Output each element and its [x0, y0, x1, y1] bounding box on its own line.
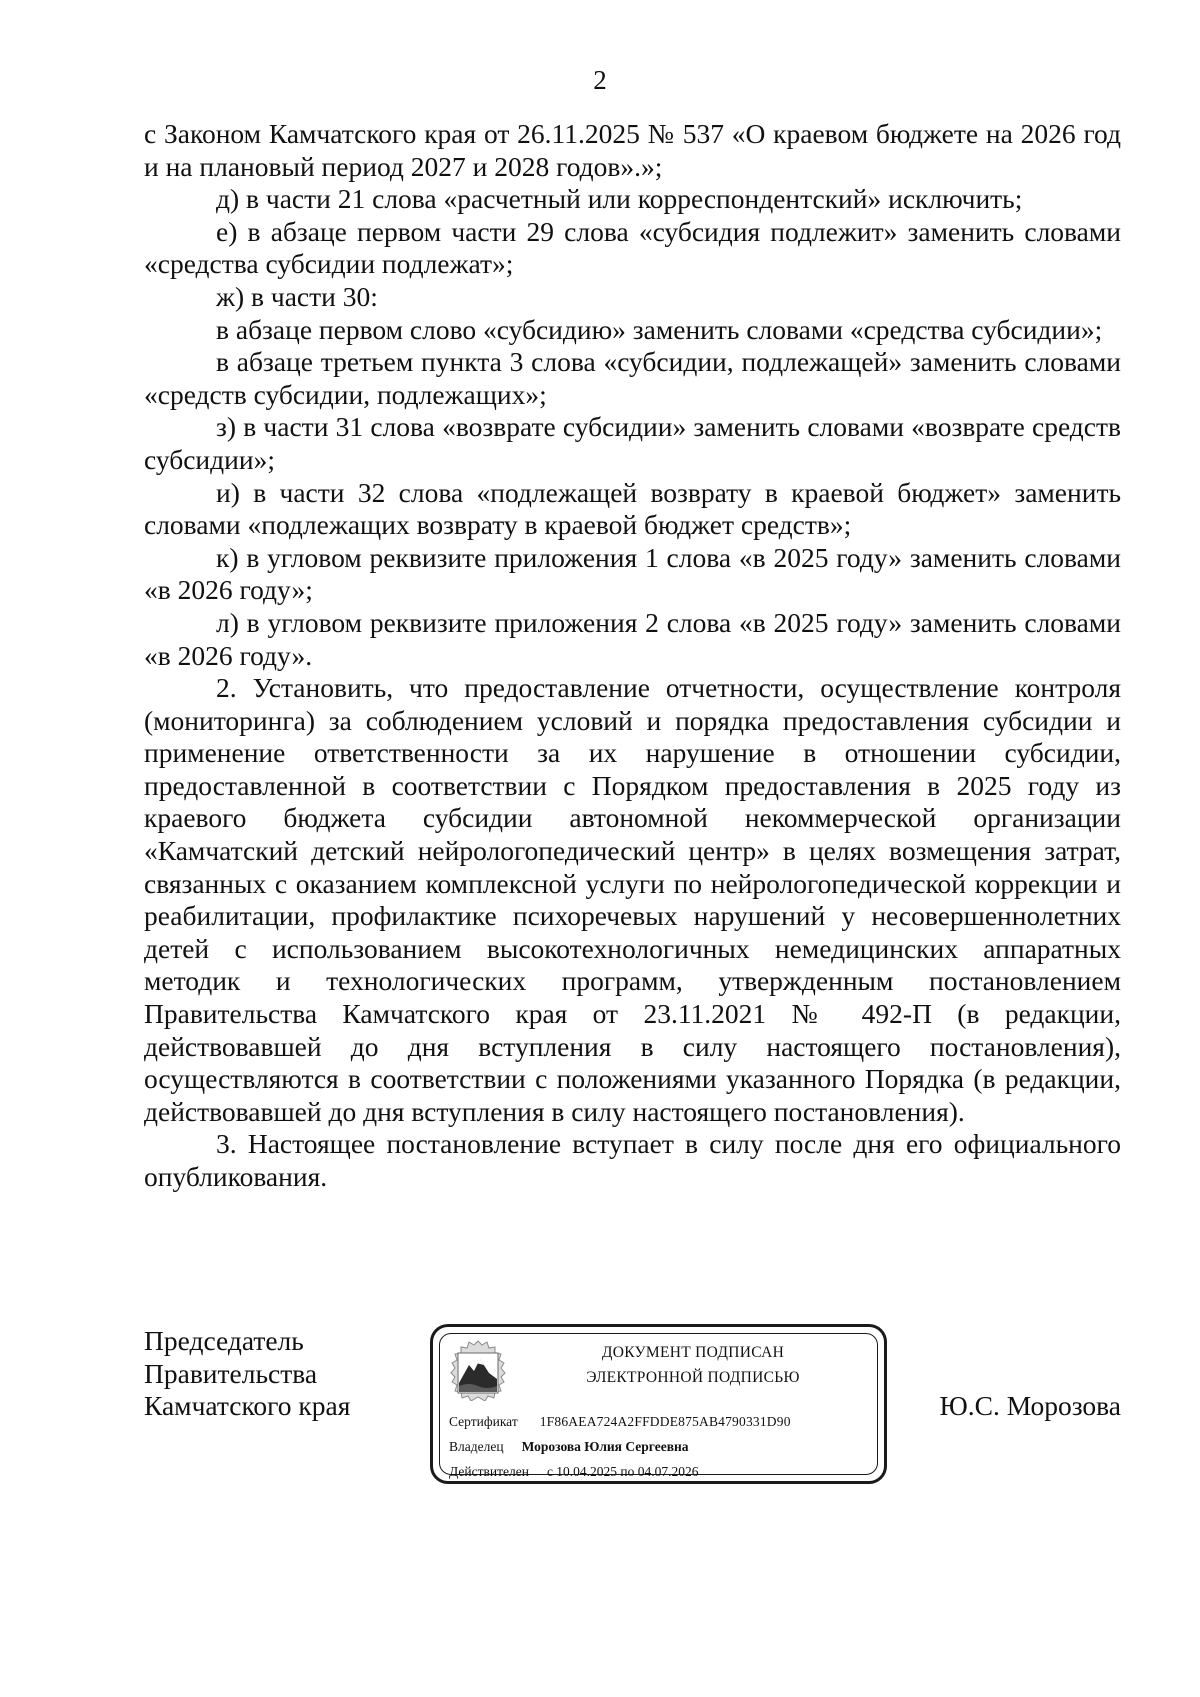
paragraph: л) в угловом реквизите приложения 2 слова «в 2025 году» заменить словами «в 2026 году». [144, 606, 1121, 671]
paragraph: 2. Установить, что предоставление отчетности, осуществление контроля (мониторинга) за соблюдением условий и порядка предоставления субсидии и применение ответственности за их нарушение в отношении субсидии, предоставленной в соответствии с Порядком предоставления в 2025 году из краевого бюджета субсидии автономной некоммерческой организации «Камчатский детский нейрологопедический центр» в целях возмещения затрат, связанных с оказанием комплексной услуги по нейрологопедической коррекции и реабилитации, профилактике психоречевых нарушений у несовершеннолетних детей с использованием высокотехнологичных немедицинских аппаратных методик и технологических программ, утвержденным постановлением Правительства Камчатского края от 23.11.2021 № 492-П (в редакции, действовавшей до дня вступления в силу настоящего постановления), осуществляются в соответствии с положениями указанного Порядка (в редакции, действовавшей до дня вступления в силу настоящего постановления). [144, 672, 1121, 1127]
paragraph: в абзаце первом слово «субсидию» заменить словами «средства субсидии»; [216, 313, 1103, 345]
stamp-certificate-label: Сертификат [449, 1414, 518, 1429]
signatory-position-line: Председатель [144, 1325, 304, 1356]
kamchatka-emblem-icon [449, 1339, 507, 1401]
signatory-position [144, 1325, 350, 1423]
paragraph: 3. Настоящее постановление вступает в силу после дня его официального опубликования. [144, 1128, 1121, 1192]
stamp-owner-row [449, 1438, 689, 1456]
stamp-validity-label: Действителен [449, 1464, 529, 1479]
paragraph: д) в части 21 слова «расчетный или корреспондентский» исключить; [216, 183, 1023, 215]
stamp-certificate-row [449, 1413, 791, 1431]
stamp-owner-value: Морозова Юлия Сергеевна [521, 1439, 689, 1454]
page-number: 2 [593, 65, 607, 95]
paragraph: в абзаце третьем пункта 3 слова «субсидии, подлежащей» заменить словами «средств субсидии, подлежащих»; [144, 346, 1121, 410]
paragraph: е) в абзаце первом части 29 слова «субсидия подлежит» заменить словами «средства субсидии подлежат»; [144, 215, 1121, 280]
stamp-title-line: ЭЛЕКТРОННОЙ ПОДПИСЬЮ [586, 1369, 800, 1386]
electronic-signature-stamp [430, 1324, 887, 1484]
signatory-name: Ю.С. Морозова [939, 1390, 1121, 1421]
paragraph: з) в части 31 слова «возврате субсидии» заменить словами «возврате средств субсидии»; [144, 411, 1121, 475]
document-body [144, 118, 1121, 1194]
stamp-validity-value: с 10.04.2025 по 04.07.2026 [546, 1464, 699, 1479]
signatory-position-line: Правительства [144, 1357, 318, 1389]
stamp-title [523, 1340, 863, 1390]
stamp-owner-label: Владелец [449, 1439, 504, 1454]
signatory-position-line: Камчатского края [144, 1390, 351, 1422]
stamp-certificate-value: 1F86AEA724A2FFDDE875AB4790331D90 [539, 1414, 791, 1429]
paragraph: ж) в части 30: [216, 280, 378, 312]
paragraph: с Законом Камчатского края от 26.11.2025 № 537 «О краевом бюджете на 2026 год и на плановый период 2027 и 2028 годов».»; [144, 118, 1121, 182]
stamp-validity-row [449, 1463, 699, 1481]
paragraph: и) в части 32 слова «подлежащей возврату в краевой бюджет» заменить словами «подлежащих возврату в краевой бюджет средств»; [144, 476, 1121, 541]
paragraph: к) в угловом реквизите приложения 1 слова «в 2025 году» заменить словами «в 2026 году»; [144, 541, 1121, 606]
stamp-title-line: ДОКУМЕНТ ПОДПИСАН [601, 1344, 785, 1361]
